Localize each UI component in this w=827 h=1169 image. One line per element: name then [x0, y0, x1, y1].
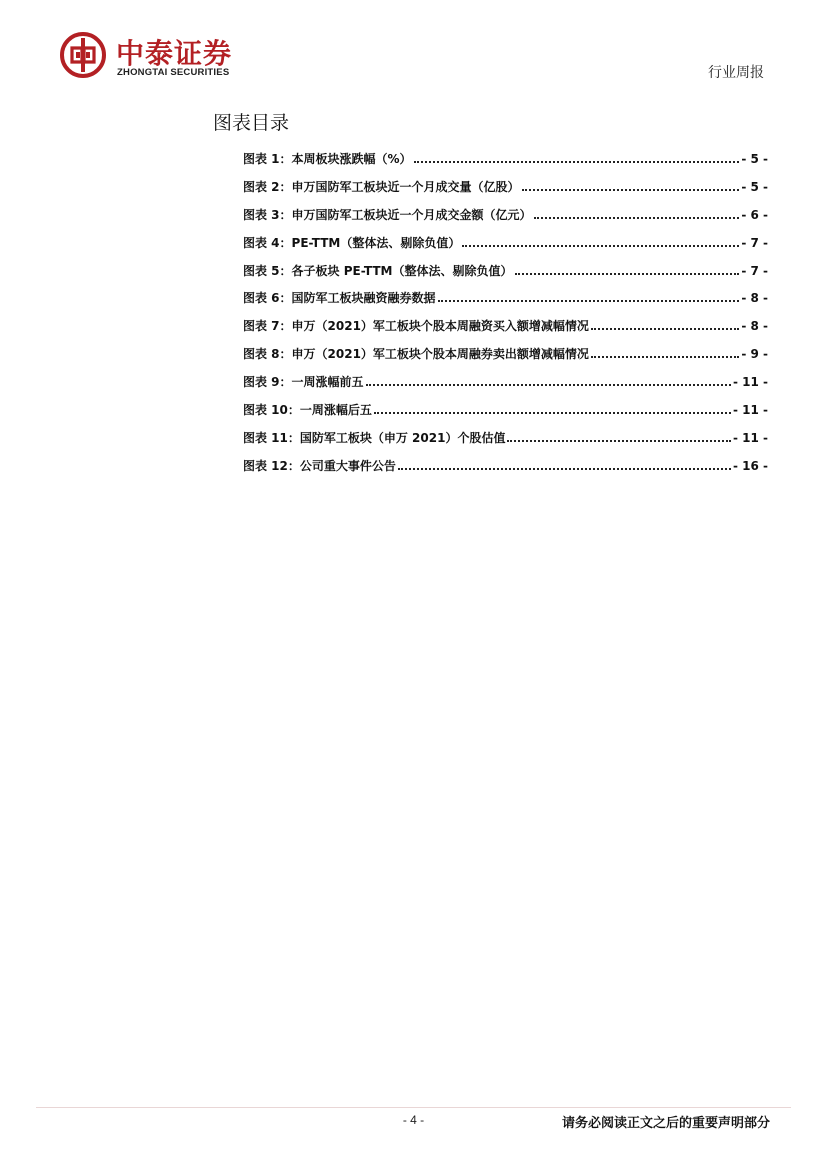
toc-item-label: 图表 12：公司重大事件公告 [243, 458, 396, 473]
footer-disclaimer: 请务必阅读正文之后的重要声明部分 [561, 1116, 770, 1131]
toc-item-label: 图表 7：申万（2021）军工板块个股本周融资买入额增减幅情况 [243, 319, 589, 334]
toc-item[interactable] [243, 178, 768, 206]
toc-item-page: - 9 - [741, 347, 768, 362]
toc-leader-dots [522, 181, 740, 191]
report-type-label: 行业周报 [708, 65, 764, 81]
brand-name-en: ZHONGTAI SECURITIES [117, 67, 230, 78]
footer-divider [36, 1107, 791, 1108]
toc-item-page: - 8 - [741, 291, 768, 306]
toc-leader-dots [507, 432, 731, 442]
toc-item[interactable] [243, 345, 768, 373]
toc-leader-dots [414, 153, 740, 163]
page-number: - 4 - [402, 1113, 425, 1127]
toc-item-page: - 6 - [741, 207, 768, 222]
toc-item-label: 图表 5：各子板块 PE-TTM（整体法、剔除负值） [243, 263, 513, 278]
toc-item[interactable] [243, 429, 768, 457]
toc-item[interactable] [243, 234, 768, 262]
toc-item[interactable] [243, 262, 768, 290]
toc-item-page: - 7 - [741, 263, 768, 278]
toc-item-page: - 8 - [741, 319, 768, 334]
toc-item-label: 图表 8：申万（2021）军工板块个股本周融券卖出额增减幅情况 [243, 347, 589, 362]
toc-item-label: 图表 11：国防军工板块（申万 2021）个股估值 [243, 430, 506, 445]
toc-item-label: 图表 1：本周板块涨跌幅（%） [243, 152, 412, 166]
toc-leader-dots [591, 348, 739, 358]
toc-item[interactable] [243, 457, 768, 485]
toc-item-label: 图表 3：申万国防军工板块近一个月成交金额（亿元） [243, 207, 532, 222]
toc-leader-dots [515, 265, 740, 275]
toc-item-label: 图表 6：国防军工板块融资融券数据 [243, 291, 436, 306]
toc-item[interactable] [243, 317, 768, 345]
toc-item-label: 图表 9：一周涨幅前五 [243, 375, 364, 390]
toc-item-page: - 11 - [732, 375, 768, 390]
toc-item-page: - 7 - [741, 235, 768, 250]
toc-item[interactable] [243, 373, 768, 401]
toc-item[interactable] [243, 206, 768, 234]
toc-leader-dots [462, 237, 739, 247]
toc-title: 图表目录 [213, 112, 290, 134]
toc-item-label: 图表 4：PE-TTM（整体法、剔除负值） [243, 235, 461, 250]
toc-item-page: - 11 - [732, 430, 768, 445]
toc-leader-dots [374, 404, 731, 414]
toc-leader-dots [534, 209, 740, 219]
brand-name-cn: 中泰证券 [116, 37, 233, 70]
toc-list [243, 150, 768, 485]
toc-leader-dots [438, 292, 740, 302]
toc-item-label: 图表 2：申万国防军工板块近一个月成交量（亿股） [243, 179, 520, 194]
toc-item[interactable] [243, 150, 768, 178]
zhongtai-logo-icon [60, 32, 106, 78]
company-logo [60, 30, 260, 85]
toc-leader-dots [366, 376, 731, 386]
toc-item-page: - 5 - [741, 152, 768, 166]
toc-item-page: - 16 - [732, 458, 768, 473]
toc-item[interactable] [243, 289, 768, 317]
toc-item-page: - 11 - [732, 403, 768, 418]
toc-item-label: 图表 10：一周涨幅后五 [243, 403, 372, 418]
toc-leader-dots [398, 460, 731, 470]
toc-item-page: - 5 - [741, 179, 768, 194]
toc-leader-dots [591, 320, 739, 330]
toc-item[interactable] [243, 401, 768, 429]
